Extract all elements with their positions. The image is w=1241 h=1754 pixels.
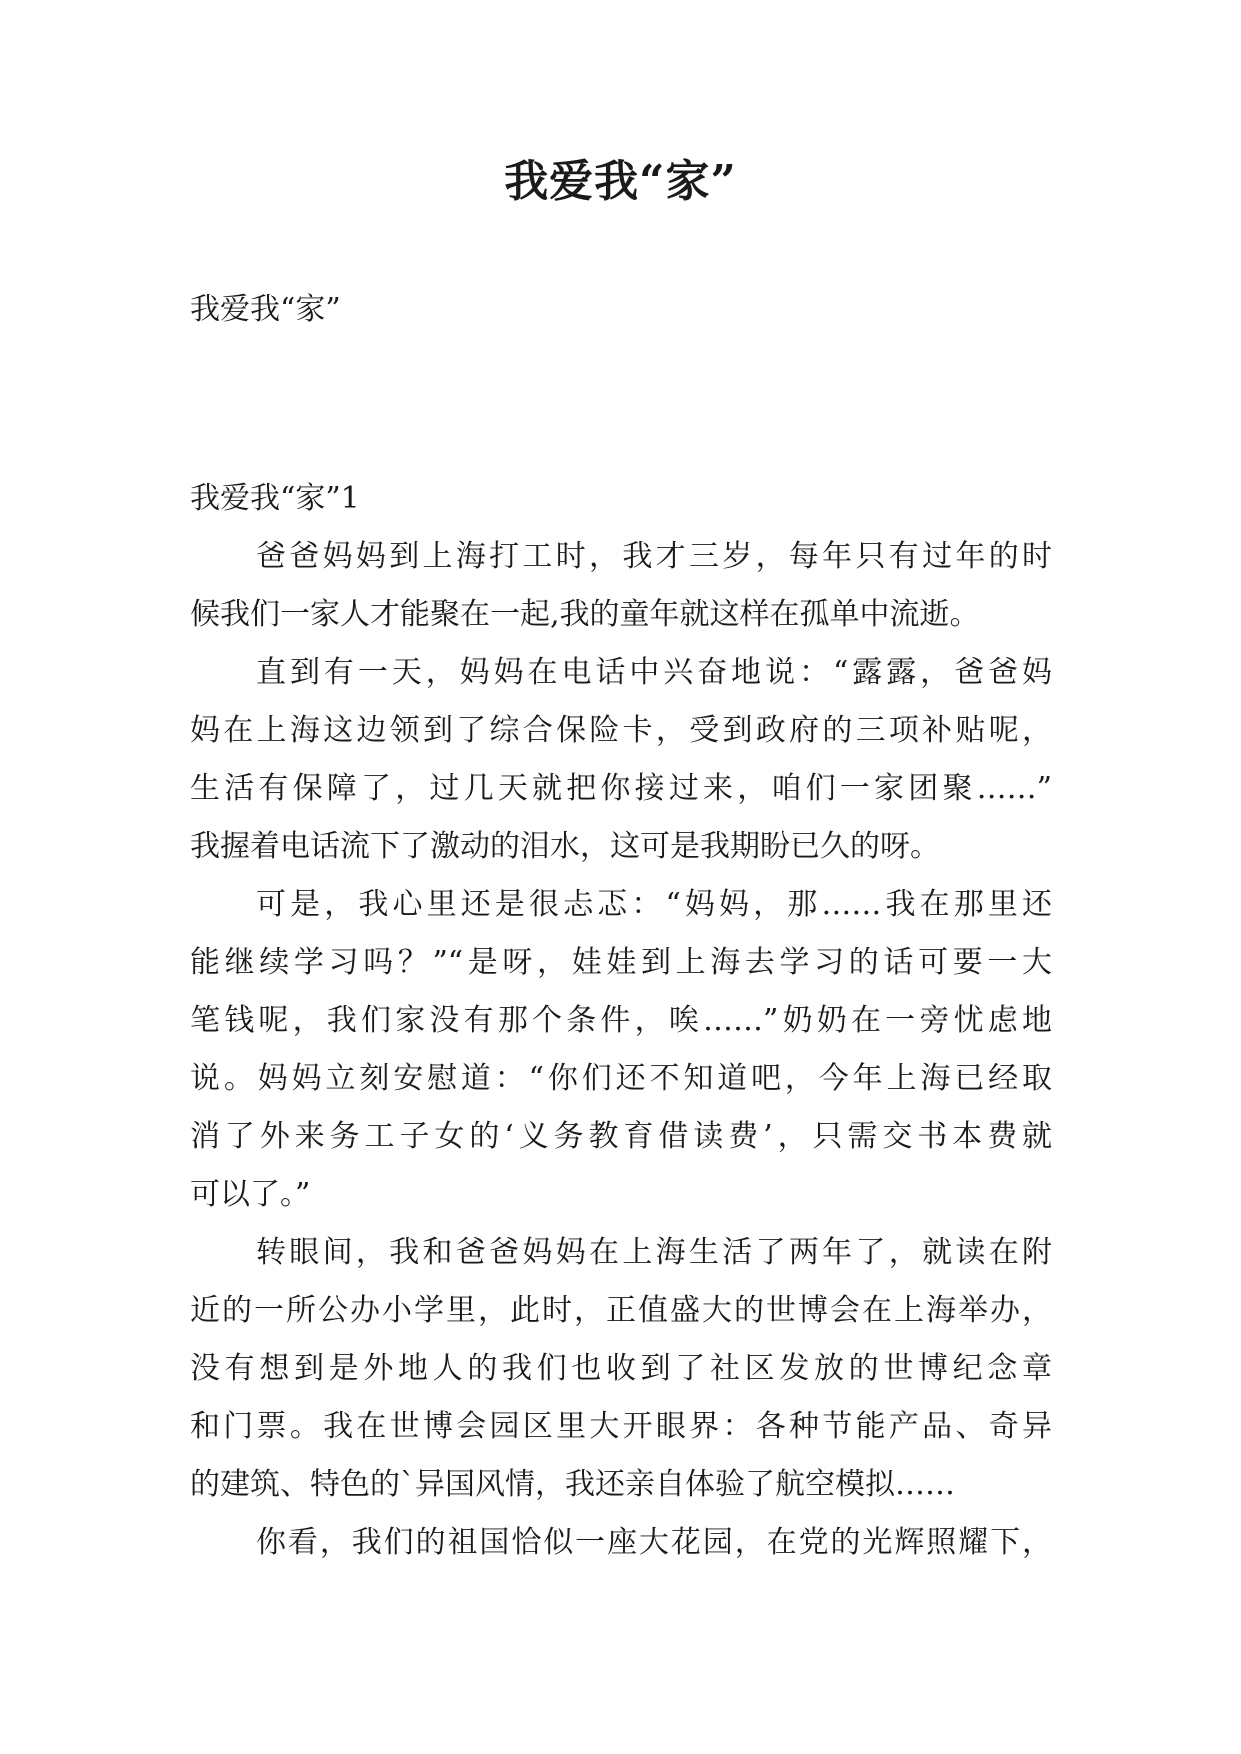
text-line: 直到有一天，妈妈在电话中兴奋地说：“露露，爸爸妈 bbox=[256, 655, 1052, 690]
text-line: 转眼间，我和爸爸妈妈在上海生活了两年了，就读在附 bbox=[256, 1235, 1052, 1270]
paragraph-lines bbox=[190, 528, 1052, 1572]
text-line: 没有想到是外地人的我们也收到了社区发放的世博纪念章 bbox=[190, 1351, 1052, 1386]
text-line: 候我们一家人才能聚在一起,我的童年就这样在孤单中流逝。 bbox=[190, 597, 980, 632]
text-line: 可是，我心里还是很忐忑：“妈妈，那……我在那里还 bbox=[256, 887, 1052, 922]
text-line: 妈在上海这边领到了综合保险卡，受到政府的三项补贴呢， bbox=[190, 713, 1052, 748]
text-line: 你看，我们的祖国恰似一座大花园，在党的光辉照耀下， bbox=[256, 1525, 1052, 1560]
text-line: 能继续学习吗？”“是呀，娃娃到上海去学习的话可要一大 bbox=[190, 945, 1052, 980]
text-line: 的建筑、特色的`异国风情，我还亲自体验了航空模拟…… bbox=[190, 1467, 955, 1502]
text-line: 生活有保障了，过几天就把你接过来，咱们一家团聚……” bbox=[190, 771, 1052, 806]
document-title: 我爱我“家” bbox=[504, 156, 737, 207]
text-line: 笔钱呢，我们家没有那个条件，唉……”奶奶在一旁忧虑地 bbox=[190, 1003, 1052, 1038]
text-line: 可以了。” bbox=[190, 1177, 311, 1212]
text-line: 和门票。我在世博会园区里大开眼界：各种节能产品、奇异 bbox=[190, 1409, 1052, 1444]
document-subtitle: 我爱我“家” bbox=[190, 292, 341, 327]
text-line: 消了外来务工子女的‘义务教育借读费’，只需交书本费就 bbox=[190, 1119, 1052, 1154]
text-line: 爸爸妈妈到上海打工时，我才三岁，每年只有过年的时 bbox=[256, 539, 1052, 574]
text-line: 近的一所公办小学里，此时，正值盛大的世博会在上海举办， bbox=[190, 1293, 1052, 1328]
text-line: 我握着电话流下了激动的泪水，这可是我期盼已久的呀。 bbox=[190, 829, 940, 864]
text-line: 说。妈妈立刻安慰道：“你们还不知道吧，今年上海已经取 bbox=[190, 1061, 1052, 1096]
document-body bbox=[190, 470, 1052, 1572]
section-heading: 我爱我“家”1 bbox=[190, 481, 360, 516]
